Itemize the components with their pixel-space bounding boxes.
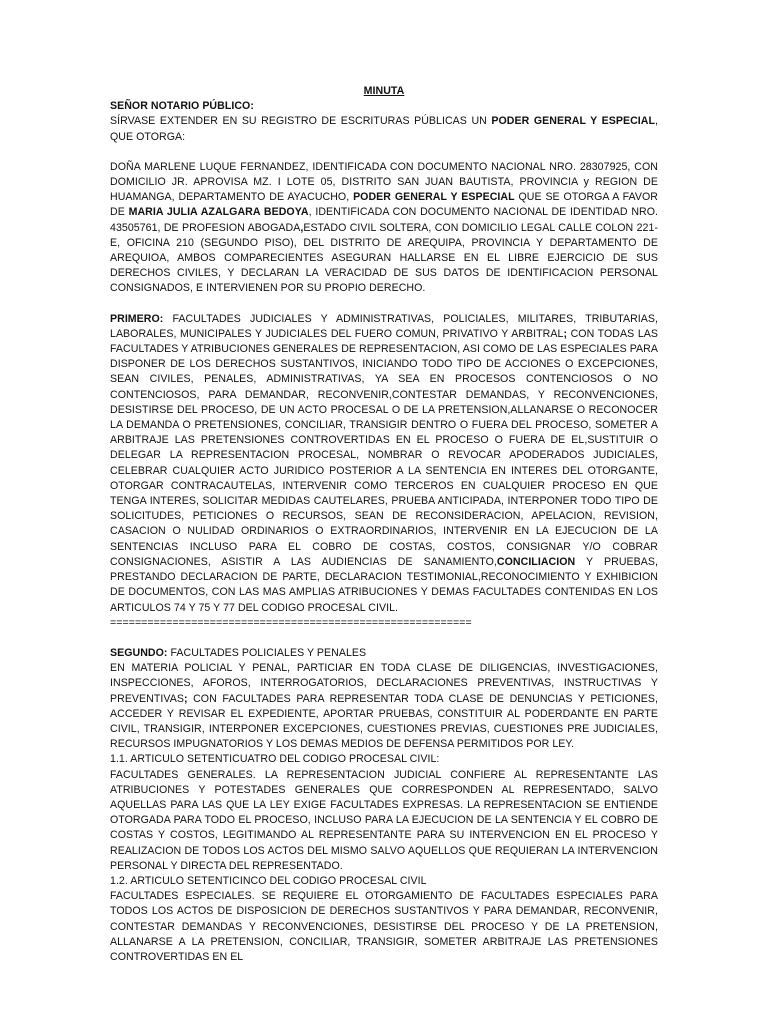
clause-primero: PRIMERO: FACULTADES JUDICIALES Y ADMINISTRATIVAS, POLICIALES, MILITARES, TRIBUTARIAS, LABORALES, MUNICIPALES Y JUDICIALES DEL FUERO COMUN, PRIVATIVO Y ARBITRAL; CON TODAS LAS FACULTADES Y ATRIBUCIONES GENERALES DE REPRESENTACION, ASI COMO DE LAS ESPECIALES PARA DISPONER DE LOS DERECHOS SUSTANTIVOS, INICIANDO TODO TIPO DE ACCIONES O EXCEPCIONES, SEAN CIVILES, PENALES, ADMINISTRATIVAS, YA SEA EN PROCESOS CONTENCIOSOS O NO CONTENCIOSOS, PARA DEMANDAR, RECONVENIR,CONTESTAR DEMANDAS, Y RECONVENCIONES, DESISTIRSE DEL PROCESO, DE UN ACTO PROCESAL O DE LA PRETENSION,ALLANARSE O RECONOCER LA DEMANDA O PRETENSIONES, CONCILIAR, TRANSIGIR DENTRO O FUERA DEL PROCESO, SOMETER A ARBITRAJE LAS PRETENSIONES CONTROVERTIDAS EN EL PROCESO O FUERA DE EL,SUSTITUIR O DELEGAR LA REPRESENTACION PROCESAL, NOMBRAR O REVOCAR APODERADOS JUDICIALES, CELEBRAR CUALQUIER ACTO JURIDICO POSTERIOR A LA SENTENCIA EN INTERES DEL OTORGANTE, OTORGAR CONTRACAUTELAS, INTERVENIR COMO TERCEROS EN CUALQUIER PROCESO EN QUE TENGA INTERES, SOLICITAR MEDIDAS CAUTELARES, PRUEBA ANTICIPADA, INTERPONER TODO TIPO DE SOLICITUDES, PETICIONES O RECURSOS, SEAN DE RECONSIDERACION, APELACION, REVISION, CASACION O NULIDAD ORDINARIOS O EXTRAORDINARIOS, INTERVENIR EN LA EJECUCION DE LA SENTENCIAS INCLUSO PARA EL COBRO DE COSTAS, COSTOS, CONSIGNAR Y/O COBRAR CONSIGNACIONES, ASISTIR A LAS AUDIENCIAS DE SANAMIENTO,CONCILIACION Y PRUEBAS, PRESTANDO DECLARACION DE PARTE, DECLARACION TESTIMONIAL,RECONOCIMIENTO Y EXHIBICION DE DOCUMENTOS, CON LAS MAS AMPLIAS ATRIBUCIONES Y DEMAS FACULTADES CONTENIDAS EN LOS ARTICULOS 74 Y 75 Y 77 DEL CODIGO PROCESAL CIVIL. xyxy=(110,312,658,614)
parties-paragraph: DOÑA MARLENE LUQUE FERNANDEZ, IDENTIFICADA CON DOCUMENTO NACIONAL NRO. 28307925, CON DOMICILIO JR. APROVISA MZ. I LOTE 05, DISTRITO SAN JUAN BAUTISTA, PROVINCIA y REGION DE HUAMANGA, DEPARTAMENTO DE AYACUCHO, PODER GENERAL Y ESPECIAL QUE SE OTORGA A FAVOR DE MARIA JULIA AZALGARA BEDOYA, IDENTIFICADA CON DOCUMENTO NACIONAL DE IDENTIDAD NRO. 43505761, DE PROFESION ABOGADA,ESTADO CIVIL SOLTERA, CON DOMICILIO LEGAL CALLE COLON 221-E, OFICINA 210 (SEGUNDO PISO), DEL DISTRITO DE AREQUIPA, PROVINCIA Y DEPARTAMENTO DE AREQUIOA, AMBOS COMPARECIENTES ASEGURAN HALLARSE EN EL LIBRE EJERCICIO DE SUS DERECHOS CIVILES, Y DECLARAN LA VERACIDAD DE SUS DATOS DE IDENTIFICACION PERSONAL CONSIGNADOS, E INTERVIENEN POR SU PROPIO DERECHO. xyxy=(110,160,659,295)
article-74-title: 1.1. ARTICULO SETENTICUATRO DEL CODIGO PROCESAL CIVIL: xyxy=(110,753,440,766)
intro-paragraph: SÍRVASE EXTENDER EN SU REGISTRO DE ESCRITURAS PÚBLICAS UN PODER GENERAL Y ESPECIAL, QUE OTORGA: xyxy=(110,115,658,143)
clause-segundo-heading: SEGUNDO: FACULTADES POLICIALES Y PENALES xyxy=(110,646,367,659)
article-75-text: FACULTADES ESPECIALES. SE REQUIERE EL OTORGAMIENTO DE FACULTADES ESPECIALES PARA TODOS LOS ACTOS DE DISPOSICION DE DERECHOS SUSTANTIVOS Y PARA DEMANDAR, RECONVENIR, CONTESTAR DEMANDAS Y RECONVENCIONES, DESISTIRSE DEL PROCESO Y DE LA PRETENSION, ALLANARSE A LA PRETENSION, CONCILIAR, TRANSIGIR, SOMETER ARBITRAJE LAS PRETENSIONES CONTROVERTIDAS EN EL xyxy=(110,890,658,963)
clause-segundo-body: EN MATERIA POLICIAL Y PENAL, PARTICIAR EN TODA CLASE DE DILIGENCIAS, INVESTIGACIONES, INSPECCIONES, AFOROS, INTERROGATORIOS, DECLARACIONES PREVENTIVAS, INSTRUCTIVAS Y PREVENTIVAS; CON FACULTADES PARA REPRESENTAR TODA CLASE DE DENUNCIAS Y PETICIONES, ACCEDER Y REVISAR EL EXPEDIENTE, APORTAR PRUEBAS, CONSTITUIR AL PODERDANTE EN PARTE CIVIL, TRANSIGIR, INTERPONER EXCEPCIONES, CUESTIONES PREVIAS, CUESTIONES PRE JUDICIALES, RECURSOS IMPUGNATORIOS Y LOS DEMAS MEDIOS DE DEFENSA PERMITIDOS POR LEY. xyxy=(110,662,658,751)
clause-heading: SEGUNDO: xyxy=(110,646,168,659)
spacer xyxy=(110,145,658,160)
article-75-title: 1.2. ARTICULO SETENTICINCO DEL CODIGO PROCESAL CIVIL xyxy=(110,874,427,887)
document-title: MINUTA xyxy=(363,85,405,97)
notary-salutation: SEÑOR NOTARIO PÚBLICO: xyxy=(110,100,254,113)
document-body xyxy=(110,84,658,965)
article-74-text: FACULTADES GENERALES. LA REPRESENTACION JUDICIAL CONFIERE AL REPRESENTANTE LAS ATRIBUCIONES Y POTESTADES GENERALES QUE CORRESPONDEN AL REPRESENTADO, SALVO AQUELLAS PARA LAS QUE LA LEY EXIGE FACULTADES EXPRESAS. LA REPRESENTACION SE ENTIENDE OTORGADA PARA TODO EL PROCESO, INCLUSO PARA LA EJECUCION DE LA SENTENCIA Y EL COBRO DE COSTAS Y COSTOS, LEGITIMANDO AL REPRESENTANTE PARA SU INTERVENCION EN EL PROCESO Y REALIZACION DE TODOS LOS ACTOS DEL MISMO SALVO AQUELLOS QUE REQUIERAN LA INTERVENCION PERSONAL Y DIRECTA DEL REPRESENTADO. xyxy=(110,768,658,872)
clause-heading: PRIMERO: xyxy=(110,312,164,325)
spacer xyxy=(110,297,658,312)
spacer xyxy=(110,631,658,646)
separator-line: ========================================================== xyxy=(110,616,472,629)
